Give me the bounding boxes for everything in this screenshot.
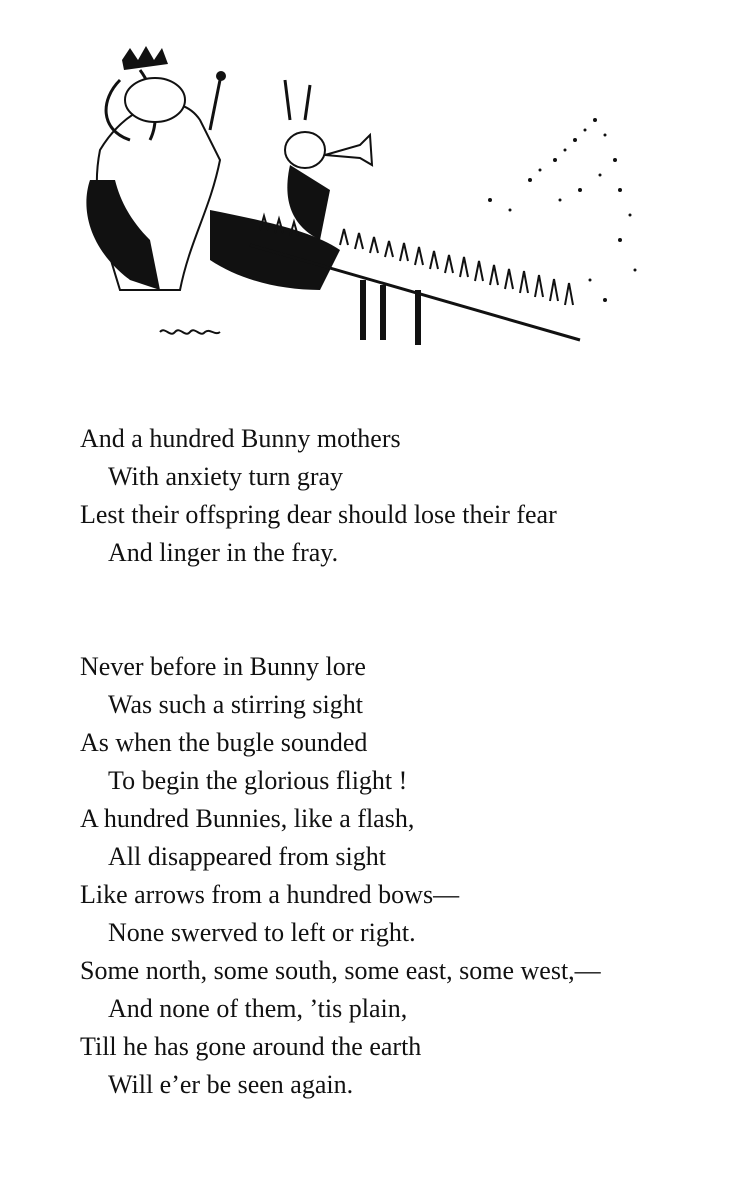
- stanza-2-line-5: A hundred Bunnies, like a flash,: [80, 804, 415, 833]
- stanza-2-line-4: To begin the glorious flight !: [108, 766, 408, 795]
- stanza-2-line-7: Like arrows from a hundred bows—: [80, 880, 460, 909]
- stanza-2: [80, 648, 720, 1104]
- stanza-2-line-11: Till he has gone around the earth: [80, 1032, 422, 1061]
- stanza-2-line-8: None swerved to left or right.: [108, 918, 416, 947]
- stanza-2-line-3: As when the bugle sounded: [80, 728, 368, 757]
- stanza-2-line-12: Will e’er be seen again.: [108, 1070, 354, 1099]
- stanza-2-line-9: Some north, some south, some east, some west,—: [80, 956, 601, 985]
- stanza-2-line-6: All disappeared from sight: [108, 842, 386, 871]
- stanza-1-line-3: Lest their offspring dear should lose their fear: [80, 500, 557, 529]
- stanza-2-line-1: Never before in Bunny lore: [80, 652, 366, 681]
- stanza-1: [80, 420, 720, 572]
- stanza-2-line-2: Was such a stirring sight: [108, 690, 363, 719]
- stanza-1-line-1: And a hundred Bunny mothers: [80, 424, 401, 453]
- stanza-1-line-4: And linger in the fray.: [108, 538, 339, 567]
- stanza-2-line-10: And none of them, ’tis plain,: [108, 994, 408, 1023]
- stanza-1-line-2: With anxiety turn gray: [108, 462, 344, 491]
- illustrator-signature-icon: [160, 330, 220, 333]
- king-rabbit-and-bunnies-illustration-icon: [60, 40, 660, 350]
